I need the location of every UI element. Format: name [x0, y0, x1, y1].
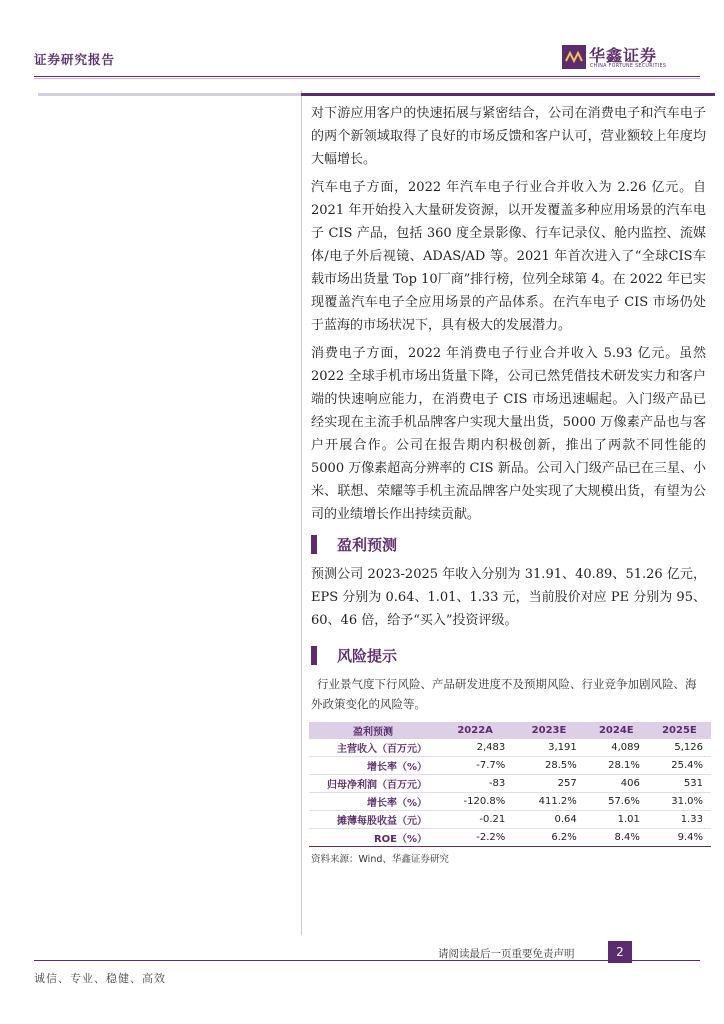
- footer-motto: 诚信、专业、稳健、高效: [34, 972, 166, 985]
- table-cell: 0.64: [513, 811, 585, 829]
- section-marker: [311, 646, 317, 665]
- page-number: 2: [608, 941, 632, 963]
- disclaimer-link[interactable]: 请阅读最后一页重要免责声明: [438, 948, 575, 960]
- paragraph-consumer-electronics: 消费电子方面，2022 年消费电子行业合并收入 5.93 亿元。虽然 2022 全球手机市场出货量下降，公司已然凭借技术研发实力和客户端的快速响应能力，在消费电子 CIS 市场迅速崛起。入门级产品已经实现在主流手机品牌客户实现大量出货，5000 万像素产品也与客户开展合作。公司在报告期内积极创新，推出了两款不同性能的 5000 万像素超高分辨率的 CIS 新品。公司入门级产品已在三星、小米、联想、荣耀等手机主流品牌客户处实现了大规模出货，有望为公司的业绩增长作出持续贡献。: [311, 346, 706, 522]
- table-cell: 1.33: [648, 811, 711, 829]
- table-cell: 25.4%: [648, 757, 711, 775]
- table-cell: 531: [648, 775, 711, 793]
- section-title: 盈利预测: [337, 536, 398, 554]
- section-forecast-heading: [311, 531, 706, 559]
- table-cell: 28.1%: [585, 757, 648, 775]
- logo-subtitle: CHINA FORTUNE SECURITIES: [590, 64, 667, 69]
- table-cell: -0.21: [437, 811, 513, 829]
- sidebar-rule: [38, 93, 303, 96]
- table-row: [309, 811, 711, 829]
- table-row: [309, 739, 711, 757]
- table-cell: 257: [513, 775, 585, 793]
- table-header-cell: 2025E: [648, 722, 711, 739]
- table-cell: 1.01: [585, 811, 648, 829]
- row-label: 摊薄每股收益（元）: [309, 811, 437, 829]
- table-cell: 57.6%: [585, 793, 648, 811]
- logo-name: 华鑫证券: [589, 46, 658, 65]
- table-cell: 28.5%: [513, 757, 585, 775]
- row-label: 主营收入（百万元）: [309, 739, 437, 757]
- table-cell: -83: [437, 775, 513, 793]
- table-row: [309, 829, 711, 847]
- paragraph-forecast: 预测公司 2023-2025 年收入分别为 31.91、40.89、51.26 亿元，EPS 分别为 0.64、1.01、1.33 元，当前股价对应 PE 分别为 95、60、46 倍，给予“买入”投资评级。: [311, 567, 706, 628]
- table-cell: -7.7%: [437, 757, 513, 775]
- section-title: 风险提示: [337, 647, 398, 665]
- paragraph-risk: 行业景气度下行风险、产品研发进度不及预期风险、行业竞争加剧风险、海外政策变化的风险等。: [311, 677, 697, 711]
- section-marker: [311, 535, 317, 554]
- header-divider: [34, 76, 700, 77]
- row-label: 增长率（%）: [309, 757, 437, 775]
- header-divider-thin: [34, 78, 700, 79]
- table-cell: 8.4%: [585, 829, 648, 847]
- section-risk-heading: [311, 642, 706, 670]
- table-source: 资料来源：Wind、华鑫证券研究: [311, 854, 449, 865]
- table-row: [309, 793, 711, 811]
- table-row: [309, 757, 711, 775]
- company-logo: [562, 45, 702, 75]
- table-header-cell: 2023E: [513, 722, 585, 739]
- column-divider: [301, 90, 302, 935]
- row-label: 归母净利润（百万元）: [309, 775, 437, 793]
- forecast-table: [309, 722, 711, 847]
- table-cell: 2,483: [437, 739, 513, 757]
- table-header-cell: 盈利预测: [309, 722, 437, 739]
- content-top-rule: [301, 93, 715, 96]
- paragraph-intro: 对下游应用客户的快速拓展与紧密结合，公司在消费电子和汽车电子的两个新领域取得了良好的市场反馈和客户认可，营业额较上年度均大幅增长。: [311, 106, 706, 167]
- table-cell: 9.4%: [648, 829, 711, 847]
- table-cell: 6.2%: [513, 829, 585, 847]
- table-cell: 5,126: [648, 739, 711, 757]
- table-cell: 31.0%: [648, 793, 711, 811]
- table-header-cell: 2022A: [437, 722, 513, 739]
- table-cell: 3,191: [513, 739, 585, 757]
- paragraph-auto-electronics: 汽车电子方面，2022 年汽车电子行业合并收入为 2.26 亿元。自 2021 年开始投入大量研发资源，以开发覆盖多种应用场景的汽车电子 CIS 产品，包括 360 度全景影像、行车记录仪、舱内监控、流媒体/电子外后视镜、ADAS/AD 等。2021 年首次进入了“全球CIS车载市场出货量 Top 10厂商”排行榜，位列全球第 4。在 2022 年已实现覆盖汽车电子全应用场景的产品体系。在汽车电子 CIS 市场仍处于蓝海的市场状况下，具有极大的发展潜力。: [311, 180, 707, 333]
- row-label: ROE（%）: [309, 829, 437, 847]
- table-header-cell: 2024E: [585, 722, 648, 739]
- table-header-row: [309, 722, 711, 739]
- row-label: 增长率（%）: [309, 793, 437, 811]
- footer-divider: [34, 960, 700, 961]
- table-cell: -2.2%: [437, 829, 513, 847]
- report-type-label: 证券研究报告: [34, 52, 116, 67]
- table-cell: 411.2%: [513, 793, 585, 811]
- logo-icon: [562, 45, 586, 69]
- table-cell: 406: [585, 775, 648, 793]
- table-row: [309, 775, 711, 793]
- table-cell: -120.8%: [437, 793, 513, 811]
- main-content: [311, 102, 706, 865]
- table-cell: 4,089: [585, 739, 648, 757]
